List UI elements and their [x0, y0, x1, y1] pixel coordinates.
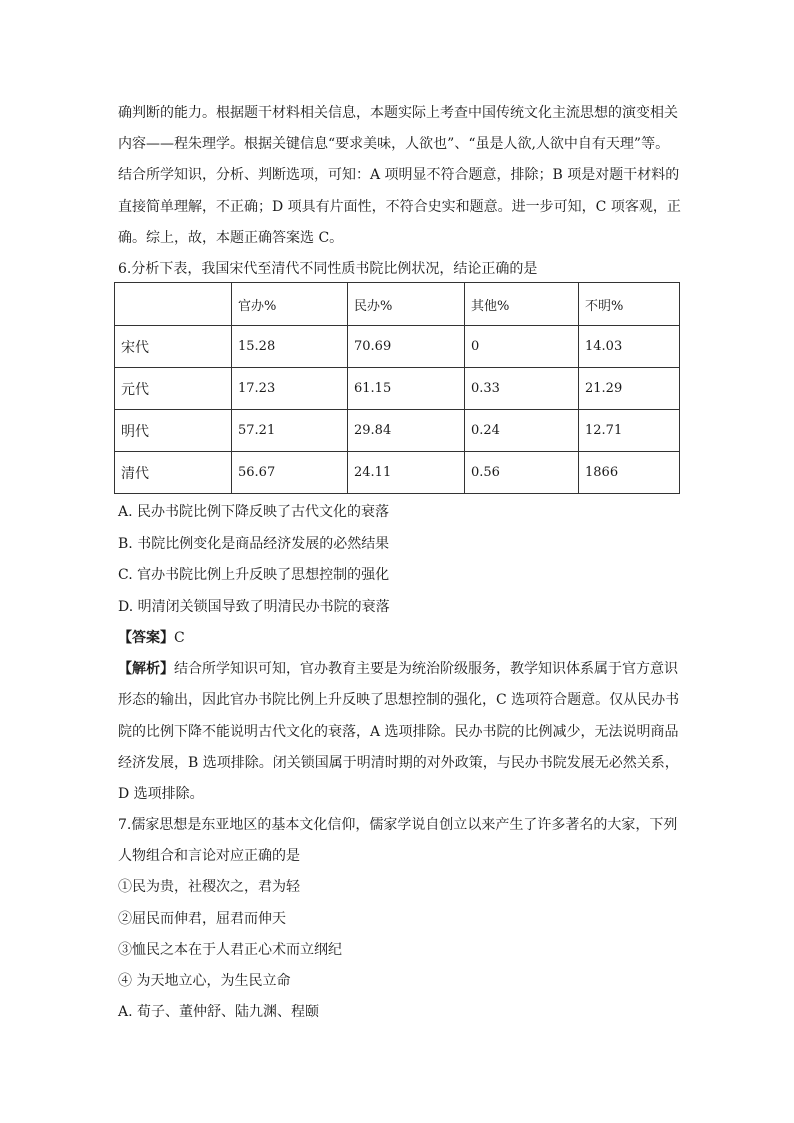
- answer-label: 【答案】: [118, 630, 174, 646]
- table-cell: 明代: [115, 410, 232, 452]
- analysis-text: 结合所学知识可知，官办教育主要是为统治阶级服务，教学知识体系属于官方意识: [174, 661, 678, 677]
- table-cell: 24.11: [348, 452, 465, 494]
- question-6-stem: 6.分析下表，我国宋代至清代不同性质书院比例状况，结论正确的是: [118, 261, 538, 277]
- table-cell: 0.56: [465, 452, 579, 494]
- analysis-line: D 选项排除。: [118, 786, 204, 802]
- answer-line: [118, 628, 185, 648]
- table-header-cell: 其他%: [465, 283, 579, 326]
- table-cell: 15.28: [232, 326, 348, 368]
- question-7-item: ②屈民而伸君，屈君而伸天: [118, 911, 286, 927]
- table-cell: 0.24: [465, 410, 579, 452]
- table-row: [115, 368, 680, 410]
- table-cell: 21.29: [579, 368, 680, 410]
- table-cell: 清代: [115, 452, 232, 494]
- table-cell: 17.23: [232, 368, 348, 410]
- table-cell: 宋代: [115, 326, 232, 368]
- table-cell: 元代: [115, 368, 232, 410]
- table-header-cell: [115, 283, 232, 326]
- question-7-item: ③恤民之本在于人君正心术而立纲纪: [118, 942, 342, 958]
- table-row: [115, 410, 680, 452]
- option-c: C. 官办书院比例上升反映了思想控制的强化: [118, 567, 390, 583]
- table-cell: 70.69: [348, 326, 465, 368]
- table-header-cell: 官办%: [232, 283, 348, 326]
- question-7-stem: 人物组合和言论对应正确的是: [118, 848, 300, 864]
- question-7-item: ④ 为天地立心，为生民立命: [118, 973, 291, 989]
- analysis-line: 形态的输出，因此官办书院比例上升反映了思想控制的强化，C 选项符合题意。仅从民办书: [118, 692, 680, 708]
- table-header-cell: 不明%: [579, 283, 680, 326]
- option-d: D. 明清闭关锁国导致了明清民办书院的衰落: [118, 599, 390, 615]
- analysis-line: [118, 659, 678, 679]
- analysis-line: 院的比例下降不能说明古代文化的衰落，A 选项排除。民办书院的比例减少，无法说明商品: [118, 724, 679, 740]
- table-cell: 0.33: [465, 368, 579, 410]
- table-row: [115, 452, 680, 494]
- table-cell: 29.84: [348, 410, 465, 452]
- table-cell: 0: [465, 326, 579, 368]
- explanation-line: 直接简单理解，不正确；D 项具有片面性，不符合史实和题意。进一步可知，C 项客观，正: [118, 199, 681, 215]
- table-cell: 57.21: [232, 410, 348, 452]
- question-7-stem: 7.儒家思想是东亚地区的基本文化信仰，儒家学说自创立以来产生了许多著名的大家，下列: [118, 817, 678, 833]
- question-7-item: ①民为贵，社稷次之，君为轻: [118, 879, 300, 895]
- question-7-option-a: A. 荀子、董仲舒、陆九渊、程颐: [118, 1004, 320, 1020]
- table-cell: 14.03: [579, 326, 680, 368]
- table-cell: 1866: [579, 452, 680, 494]
- option-a: A. 民办书院比例下降反映了古代文化的衰落: [118, 504, 390, 520]
- explanation-line: 确判断的能力。根据题干材料相关信息，本题实际上考查中国传统文化主流思想的演变相关: [118, 105, 678, 121]
- option-b: B. 书院比例变化是商品经济发展的必然结果: [118, 536, 390, 552]
- analysis-line: 经济发展，B 选项排除。闭关锁国属于明清时期的对外政策，与民办书院发展无必然关系，: [118, 755, 679, 771]
- table-header-row: [115, 283, 680, 326]
- analysis-label: 【解析】: [118, 661, 174, 677]
- academy-ratio-table: [114, 282, 680, 494]
- table-row: [115, 326, 680, 368]
- explanation-line: 确。综上，故，本题正确答案选 C。: [118, 230, 344, 246]
- answer-value: C: [174, 630, 185, 646]
- table-header-cell: 民办%: [348, 283, 465, 326]
- explanation-line: 结合所学知识，分析、判断选项，可知：A 项明显不符合题意，排除；B 项是对题干材料的: [118, 167, 680, 183]
- table-cell: 12.71: [579, 410, 680, 452]
- table-cell: 61.15: [348, 368, 465, 410]
- table-cell: 56.67: [232, 452, 348, 494]
- explanation-line: 内容——程朱理学。根据关键信息“要求美味，人欲也”、“虽是人欲,人欲中自有天理”等。: [118, 136, 670, 152]
